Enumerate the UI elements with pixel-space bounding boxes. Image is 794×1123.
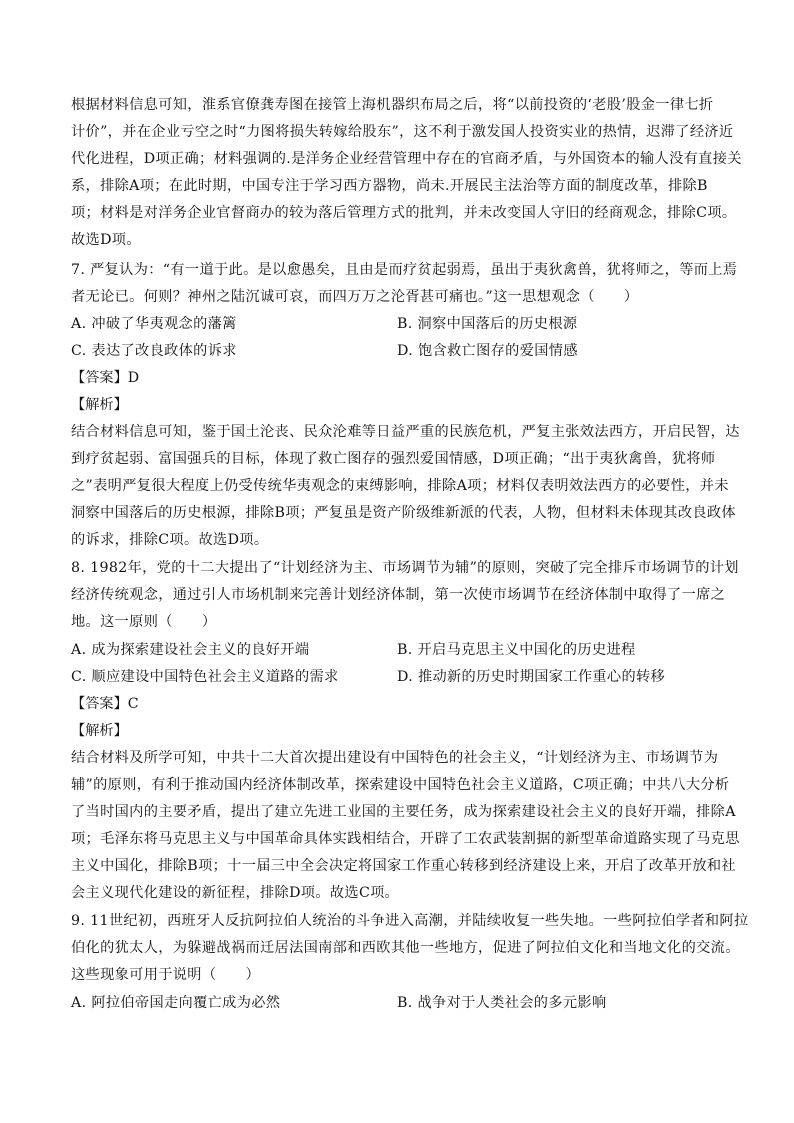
question-9-option-b: B. 战争对于人类社会的多元影响	[397, 995, 607, 1011]
text-line: 这些现象可用于说明（ ）	[71, 967, 260, 983]
text-line: 经济传统观念，通过引人市场机制来完善计划经济体制，第一次使市场调节在经济体制中取得了一席之	[71, 587, 726, 603]
question-7-option-b: B. 洞察中国落后的历史根源	[397, 316, 578, 332]
question-8-option-d: D. 推动新的历史时期国家工作重心的转移	[397, 669, 666, 685]
text-line: 9. 11世纪初，西班牙人反抗阿拉伯人统治的斗争进入高潮，并陆续收复一些失地。一些阿拉伯学者和阿拉	[71, 913, 749, 929]
question-7-stem	[71, 257, 738, 311]
question-7-option-a: A. 冲破了华夷观念的藩篱	[71, 316, 237, 332]
text-line: 故选D项。	[71, 232, 141, 248]
question-7-option-d: D. 饱含救亡图存的爱国情感	[397, 343, 578, 359]
text-line: 洞察中国落后的历史根源，排除B项；严复虽是资产阶级维新派的代表，人物，但材料未体现其改良政体	[71, 505, 736, 521]
question-8-option-c: C. 顺应建设中国特色社会主义道路的需求	[71, 669, 339, 685]
text-line: 代化进程，D项正确；材料强调的.是洋务企业经营管理中存在的官商矛盾，与外国资本的输人没有直接关	[71, 151, 742, 167]
text-line: 地。这一原则（ ）	[71, 614, 217, 630]
text-line: 的诉求，排除C项。故选D项。	[71, 532, 269, 548]
text-line: 8. 1982年，党的十二大提出了“计划经济为主、市场调节为辅”的原则，突破了完全排斥市场调节的计划	[71, 560, 739, 576]
text-line: 计价”，并在企业亏空之时“力图将损失转嫁给股东”，这不利于激发国人投资实业的热情，迟滞了经济近	[71, 124, 734, 140]
question-8-option-a: A. 成为探索建设社会主义的良好开端	[71, 642, 310, 658]
question-7-analysis-label: 【解析】	[71, 397, 128, 413]
text-line: 项；材料是对洋务企业官督商办的较为落后管理方式的批判，并未改变国人守旧的经商观念，排除C项。	[71, 205, 737, 221]
prev-analysis-paragraph	[71, 92, 742, 254]
text-line: 伯化的犹太人，为躲避战祸而迁居法国南部和西欧其他一些地方，促进了阿拉伯文化和当地文化的交流。	[71, 940, 740, 956]
question-8-analysis	[71, 745, 740, 907]
question-7-option-c: C. 表达了改良政体的诉求	[71, 343, 237, 359]
text-line: 结合材料及所学可知，中共十二大首次提出建设有中国特色的社会主义，“计划经济为主、市场调节为	[71, 750, 719, 766]
question-8-analysis-label: 【解析】	[71, 723, 128, 739]
text-line: 之”表明严复很大程度上仍受传统华夷观念的束缚影响，排除A项；材料仅表明效法西方的必要性，并未	[71, 478, 729, 494]
question-9-stem	[71, 908, 749, 989]
text-line: 了当时国内的主要矛盾，提出了建立先进工业国的主要任务，成为探索建设社会主义的良好开端，排除A	[71, 804, 736, 820]
text-line: 辅”的原则，有利于推动国内经济体制改革，探索建设中国特色社会主义道路，C项正确；中共八大分析	[71, 777, 730, 793]
text-line: 到疗贫起弱、富国强兵的目标，体现了救亡图存的强烈爱国情感，D项正确；“出于夷狄禽兽，犹将师	[71, 451, 716, 467]
question-8-answer: 【答案】C	[71, 696, 139, 712]
text-line: 者无论已。何则？神州之陆沉诚可哀，而四万万之沦胥甚可痛也。”这一思想观念（ ）	[71, 289, 639, 305]
text-line: 会主义现代化建设的新征程，排除D项。故选C项。	[71, 885, 400, 901]
question-8-stem	[71, 555, 739, 636]
question-8-option-b: B. 开启马克思主义中国化的历史进程	[397, 642, 636, 658]
text-line: 项；毛泽东将马克思主义与中国革命具体实践相结合，开辟了工农武装割据的新型革命道路实现了马克思	[71, 831, 740, 847]
text-line: 主义中国化，排除B项；十一届三中全会决定将国家工作重心转移到经济建设上来，开启了改革开放和社	[71, 858, 736, 874]
text-line: 系，排除A项；在此时期，中国专注于学习西方器物，尚未.开展民主法治等方面的制度改革，排除B	[71, 178, 708, 194]
question-7-analysis	[71, 419, 740, 554]
text-line: 根据材料信息可知，淮系官僚龚寿图在接管上海机器织布局之后，将“以前投资的‘老股’股金一律七折	[71, 97, 714, 113]
question-9-option-a: A. 阿拉伯帝国走向覆亡成为必然	[71, 995, 281, 1011]
text-line: 7. 严复认为：“有一道于此。是以愈愚矣，且由是而疗贫起弱焉，虽出于夷狄禽兽，犹将师之，等而上焉	[71, 262, 738, 278]
text-line: 结合材料信息可知，鉴于国土沦丧、民众沦难等日益严重的民族危机，严复主张效法西方，开启民智，达	[71, 424, 740, 440]
question-7-answer: 【答案】D	[71, 370, 140, 386]
